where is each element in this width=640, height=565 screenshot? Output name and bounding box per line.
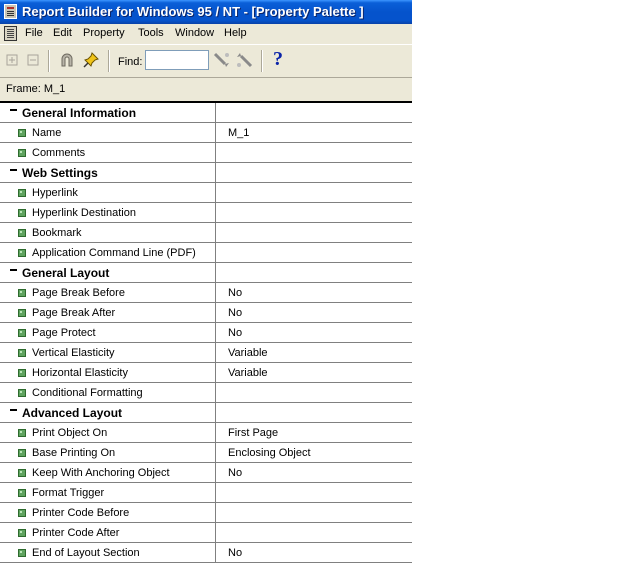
property-bullet-icon — [18, 509, 26, 517]
property-bullet-icon — [18, 189, 26, 197]
menu-help[interactable]: Help — [224, 27, 247, 39]
collapse-group-icon[interactable] — [10, 109, 17, 111]
column-divider[interactable] — [215, 343, 216, 363]
property-row[interactable] — [0, 523, 412, 543]
property-bullet-icon — [18, 249, 26, 257]
property-bullet-icon — [18, 149, 26, 157]
property-label: Printer Code After — [32, 527, 120, 539]
property-label: Page Break After — [32, 307, 116, 319]
property-bullet-icon — [18, 429, 26, 437]
property-row[interactable] — [0, 123, 412, 143]
property-label: Hyperlink — [32, 187, 78, 199]
property-bullet-icon — [18, 129, 26, 137]
column-divider[interactable] — [215, 403, 216, 423]
property-grid — [0, 101, 412, 565]
menu-property[interactable]: Property — [83, 27, 125, 39]
property-bullet-icon — [18, 309, 26, 317]
group-row[interactable] — [0, 163, 412, 183]
property-bullet-icon — [18, 209, 26, 217]
column-divider[interactable] — [215, 183, 216, 203]
property-label: Printer Code Before — [32, 507, 130, 519]
property-label: Vertical Elasticity — [32, 347, 115, 359]
column-divider[interactable] — [215, 123, 216, 143]
column-divider[interactable] — [215, 383, 216, 403]
collapse-group-icon[interactable] — [10, 169, 17, 171]
find-next-icon[interactable] — [213, 51, 231, 69]
property-bullet-icon — [18, 469, 26, 477]
property-value[interactable]: No — [228, 287, 243, 299]
property-bullet-icon — [18, 549, 26, 557]
property-label: Conditional Formatting — [32, 387, 143, 399]
toolbar-separator — [108, 50, 110, 72]
property-value[interactable]: Variable — [228, 367, 268, 379]
property-row[interactable] — [0, 503, 412, 523]
column-divider[interactable] — [215, 103, 216, 123]
property-value[interactable]: No — [228, 467, 243, 479]
magnet-icon[interactable] — [58, 51, 76, 69]
column-divider[interactable] — [215, 363, 216, 383]
property-row[interactable] — [0, 443, 412, 463]
group-label: General Information — [22, 106, 137, 120]
toolbar-separator — [48, 50, 50, 72]
property-bullet-icon — [18, 449, 26, 457]
column-divider[interactable] — [215, 203, 216, 223]
title-bar[interactable] — [0, 0, 412, 24]
column-divider[interactable] — [215, 463, 216, 483]
property-row[interactable] — [0, 223, 412, 243]
property-label: Comments — [32, 147, 86, 159]
property-label: Hyperlink Destination — [32, 207, 136, 219]
property-value[interactable]: First Page — [228, 427, 279, 439]
property-label: Format Trigger — [32, 487, 105, 499]
group-row[interactable] — [0, 403, 412, 423]
object-header — [0, 77, 412, 101]
property-value[interactable]: No — [228, 547, 243, 559]
group-label: General Layout — [22, 266, 110, 280]
property-row[interactable] — [0, 363, 412, 383]
property-label: Horizontal Elasticity — [32, 367, 128, 379]
property-bullet-icon — [18, 369, 26, 377]
property-label: Page Break Before — [32, 287, 125, 299]
column-divider[interactable] — [215, 323, 216, 343]
pin-icon[interactable] — [82, 51, 100, 69]
group-label: Advanced Layout — [22, 406, 123, 420]
find-label: Find: — [118, 56, 143, 68]
help-question-icon[interactable]: ? — [273, 48, 283, 70]
column-divider[interactable] — [215, 223, 216, 243]
frame-label: Frame: M_1 — [6, 83, 66, 95]
menu-edit[interactable]: Edit — [53, 27, 72, 39]
property-value[interactable]: Enclosing Object — [228, 447, 311, 459]
property-label: Print Object On — [32, 427, 108, 439]
property-bullet-icon — [18, 389, 26, 397]
property-row[interactable] — [0, 543, 412, 563]
collapse-group-icon[interactable] — [10, 269, 17, 271]
toolbar — [0, 44, 412, 77]
menu-tools[interactable]: Tools — [138, 27, 164, 39]
property-bullet-icon — [18, 529, 26, 537]
property-bullet-icon — [18, 489, 26, 497]
group-row[interactable] — [0, 103, 412, 123]
column-divider[interactable] — [215, 523, 216, 543]
expand-icon[interactable] — [3, 51, 21, 69]
property-row[interactable] — [0, 383, 412, 403]
document-menu-icon[interactable] — [4, 26, 17, 41]
property-bullet-icon — [18, 289, 26, 297]
menu-bar — [0, 24, 412, 44]
find-input[interactable] — [145, 50, 209, 70]
column-divider[interactable] — [215, 263, 216, 283]
property-row[interactable] — [0, 143, 412, 163]
column-divider[interactable] — [215, 283, 216, 303]
property-row[interactable] — [0, 283, 412, 303]
property-row[interactable] — [0, 243, 412, 263]
property-value[interactable]: M_1 — [228, 127, 250, 139]
property-value[interactable]: No — [228, 307, 243, 319]
property-row[interactable] — [0, 303, 412, 323]
property-row[interactable] — [0, 483, 412, 503]
property-label: End of Layout Section — [32, 547, 140, 559]
group-label: Web Settings — [22, 166, 98, 180]
menu-file[interactable]: File — [25, 27, 43, 39]
property-label: Keep With Anchoring Object — [32, 467, 170, 479]
property-label: Name — [32, 127, 62, 139]
property-row[interactable] — [0, 203, 412, 223]
column-divider[interactable] — [215, 143, 216, 163]
collapse-icon[interactable] — [24, 51, 42, 69]
menu-window[interactable]: Window — [175, 27, 215, 39]
column-divider[interactable] — [215, 483, 216, 503]
toolbar-separator — [261, 50, 263, 72]
column-divider[interactable] — [215, 443, 216, 463]
property-row[interactable] — [0, 423, 412, 443]
window-title: Report Builder for Windows 95 / NT - [Property Palette ] — [22, 4, 364, 19]
column-divider[interactable] — [215, 243, 216, 263]
column-divider[interactable] — [215, 503, 216, 523]
property-label: Base Printing On — [32, 447, 116, 459]
property-value[interactable]: Variable — [228, 347, 268, 359]
column-divider[interactable] — [215, 423, 216, 443]
collapse-group-icon[interactable] — [10, 409, 17, 411]
find-previous-icon[interactable] — [235, 51, 253, 69]
property-row[interactable] — [0, 323, 412, 343]
property-bullet-icon — [18, 329, 26, 337]
property-row[interactable] — [0, 463, 412, 483]
report-builder-app-icon[interactable] — [4, 4, 17, 19]
column-divider[interactable] — [215, 303, 216, 323]
column-divider[interactable] — [215, 163, 216, 183]
group-row[interactable] — [0, 263, 412, 283]
property-label: Application Command Line (PDF) — [32, 247, 196, 259]
property-row[interactable] — [0, 343, 412, 363]
property-bullet-icon — [18, 349, 26, 357]
property-label: Page Protect — [32, 327, 96, 339]
property-bullet-icon — [18, 229, 26, 237]
property-row[interactable] — [0, 183, 412, 203]
property-value[interactable]: No — [228, 327, 243, 339]
property-label: Bookmark — [32, 227, 82, 239]
column-divider[interactable] — [215, 543, 216, 563]
